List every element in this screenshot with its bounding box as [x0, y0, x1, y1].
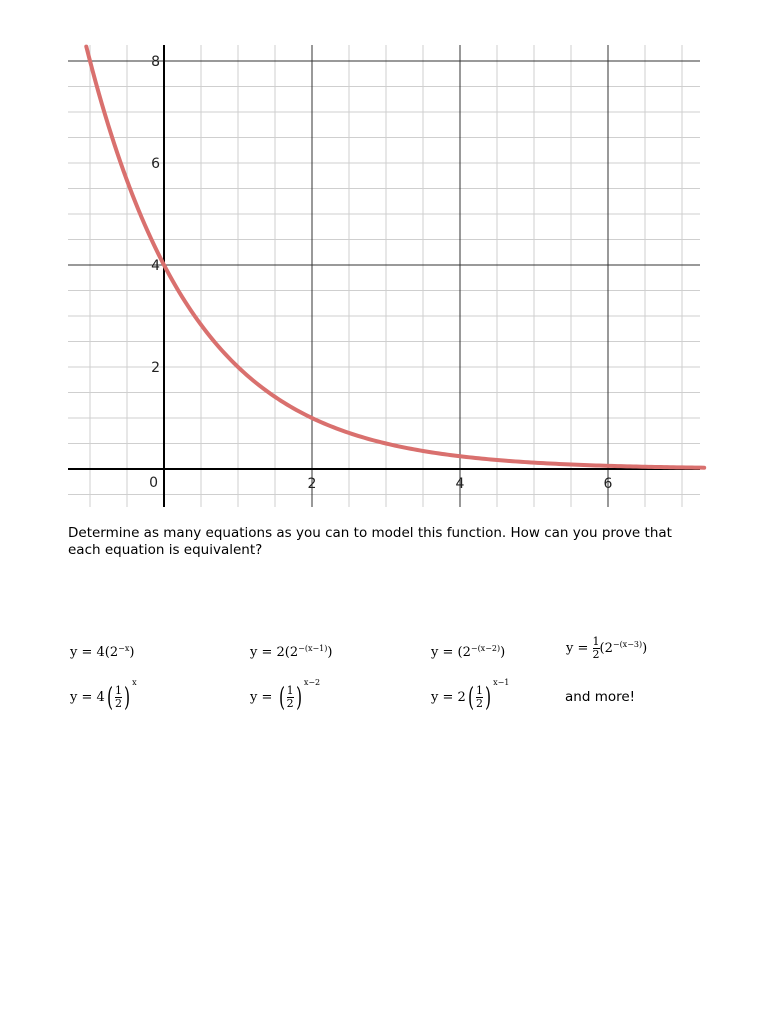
tick-labels — [149, 54, 612, 492]
y-tick-label: 6 — [151, 156, 160, 172]
prompt-line-1: Determine as many equations as you can to model this function. How can you prove that — [68, 525, 672, 541]
y-tick-label: 2 — [151, 360, 160, 376]
equation-4: y = $\frac{1}{2}$ $(2^{-(x-3)})$ — [566, 635, 648, 661]
prompt-line-2: each equation is equivalent? — [68, 542, 263, 558]
exponential-curve — [86, 47, 704, 468]
equation-1: $y = 4(2^{-x})$ — [70, 644, 135, 660]
origin-label: 0 — [149, 475, 158, 491]
prompt-text — [68, 525, 708, 559]
equation-6: y = ( $\frac{1}{2}$ ) $^{x-2}$ — [250, 678, 321, 713]
equation-2: $y = 2(2^{-(x-1)})$ — [250, 644, 333, 660]
x-tick-label: 4 — [455, 476, 465, 492]
y-tick-label: 4 — [151, 258, 160, 274]
y-tick-label: 8 — [151, 54, 160, 70]
minor-gridlines — [68, 45, 700, 507]
axes — [68, 45, 700, 507]
fraction: $\frac{1}{2}$ — [286, 684, 294, 710]
x-tick-label: 2 — [307, 476, 317, 492]
equation-5: y = 4( $\frac{1}{2}$ ) $^x$ — [70, 678, 137, 713]
fraction: $\frac{1}{2}$ — [114, 684, 122, 710]
fraction: $\frac{1}{2}$ — [475, 684, 483, 710]
and-more-text: and more! — [565, 689, 636, 705]
major-gridlines — [68, 45, 700, 507]
fraction: $\frac{1}{2}$ — [592, 635, 600, 661]
equation-7: y = 2( $\frac{1}{2}$ ) $^{x-1}$ — [431, 678, 510, 713]
equation-3: $y = (2^{-(x-2)})$ — [431, 644, 506, 660]
x-tick-label: 6 — [603, 476, 613, 492]
